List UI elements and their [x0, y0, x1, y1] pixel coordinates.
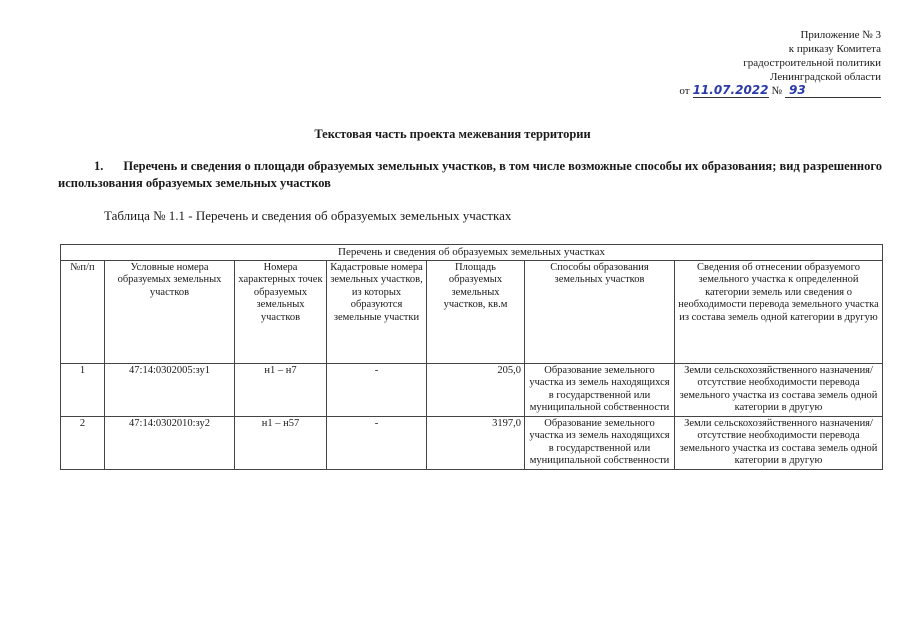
- approval-line-appendix: Приложение № 3: [800, 29, 881, 41]
- approval-block: [621, 28, 881, 98]
- column-header-parcel: Условные номера образуемых земельных участков: [105, 260, 235, 363]
- cell-method: Образование земельного участка из земель находящихся в государственной или муниципальной собственности: [525, 416, 675, 469]
- column-header-area: Площадь образуемых земельных участков, кв.м: [427, 260, 525, 363]
- order-date-number: [621, 84, 881, 98]
- order-number-handwritten: 93: [785, 84, 881, 98]
- cell-category: Земли сельскохозяйственного назначения/ отсутствие необходимости перевода земельного участка из состава земель одной категории в другую: [675, 416, 883, 469]
- parcels-table: [60, 244, 883, 470]
- cell-points: н1 – н57: [235, 416, 327, 469]
- column-header-method: Способы образования земельных участков: [525, 260, 675, 363]
- cell-method: Образование земельного участка из земель находящихся в государственной или муниципальной собственности: [525, 363, 675, 416]
- cell-area: 205,0: [427, 363, 525, 416]
- column-header-number: №п/п: [61, 260, 105, 363]
- section-number: 1.: [94, 159, 104, 173]
- table-row: [61, 363, 883, 416]
- approval-line-region: Ленинградской области: [770, 71, 881, 83]
- cell-points: н1 – н7: [235, 363, 327, 416]
- column-header-category: Сведения об отнесении образуемого земельного участка к определенной категории земель или сведения о необходимости перевода земельного участка из состава земель одной категории в другую: [675, 260, 883, 363]
- table-heading-row: [61, 245, 883, 261]
- cell-number: 2: [61, 416, 105, 469]
- cell-cadastral: -: [327, 363, 427, 416]
- cell-category: Земли сельскохозяйственного назначения/ отсутствие необходимости перевода земельного участка из состава земель одной категории в другую: [675, 363, 883, 416]
- cell-cadastral: -: [327, 416, 427, 469]
- number-prefix: №: [771, 85, 782, 97]
- approval-line-order: к приказу Комитета: [788, 43, 881, 55]
- cell-number: 1: [61, 363, 105, 416]
- column-header-cadastral: Кадастровые номера земельных участков, из которых образуются земельные участки: [327, 260, 427, 363]
- table-caption: Таблица № 1.1 - Перечень и сведения об образуемых земельных участках: [104, 208, 512, 223]
- approval-line-committee: градостроительной политики: [743, 57, 881, 69]
- cell-area: 3197,0: [427, 416, 525, 469]
- order-date-handwritten: 11.07.2022: [692, 83, 769, 97]
- column-header-row: [61, 260, 883, 363]
- table-heading: Перечень и сведения об образуемых земельных участках: [61, 245, 883, 261]
- date-prefix: от: [679, 85, 690, 97]
- column-header-points: Номера характерных точек образуемых земельных участков: [235, 260, 327, 363]
- cell-parcel: 47:14:0302005:зу1: [105, 363, 235, 416]
- section-heading: [58, 158, 882, 192]
- cell-parcel: 47:14:0302010:зу2: [105, 416, 235, 469]
- section-text: Перечень и сведения о площади образуемых земельных участков, в том числе возможные способы их образования; вид разрешенного использования образуемых земельных участков: [58, 159, 882, 190]
- document-title: Текстовая часть проекта межевания территории: [314, 127, 591, 141]
- table-row: [61, 416, 883, 469]
